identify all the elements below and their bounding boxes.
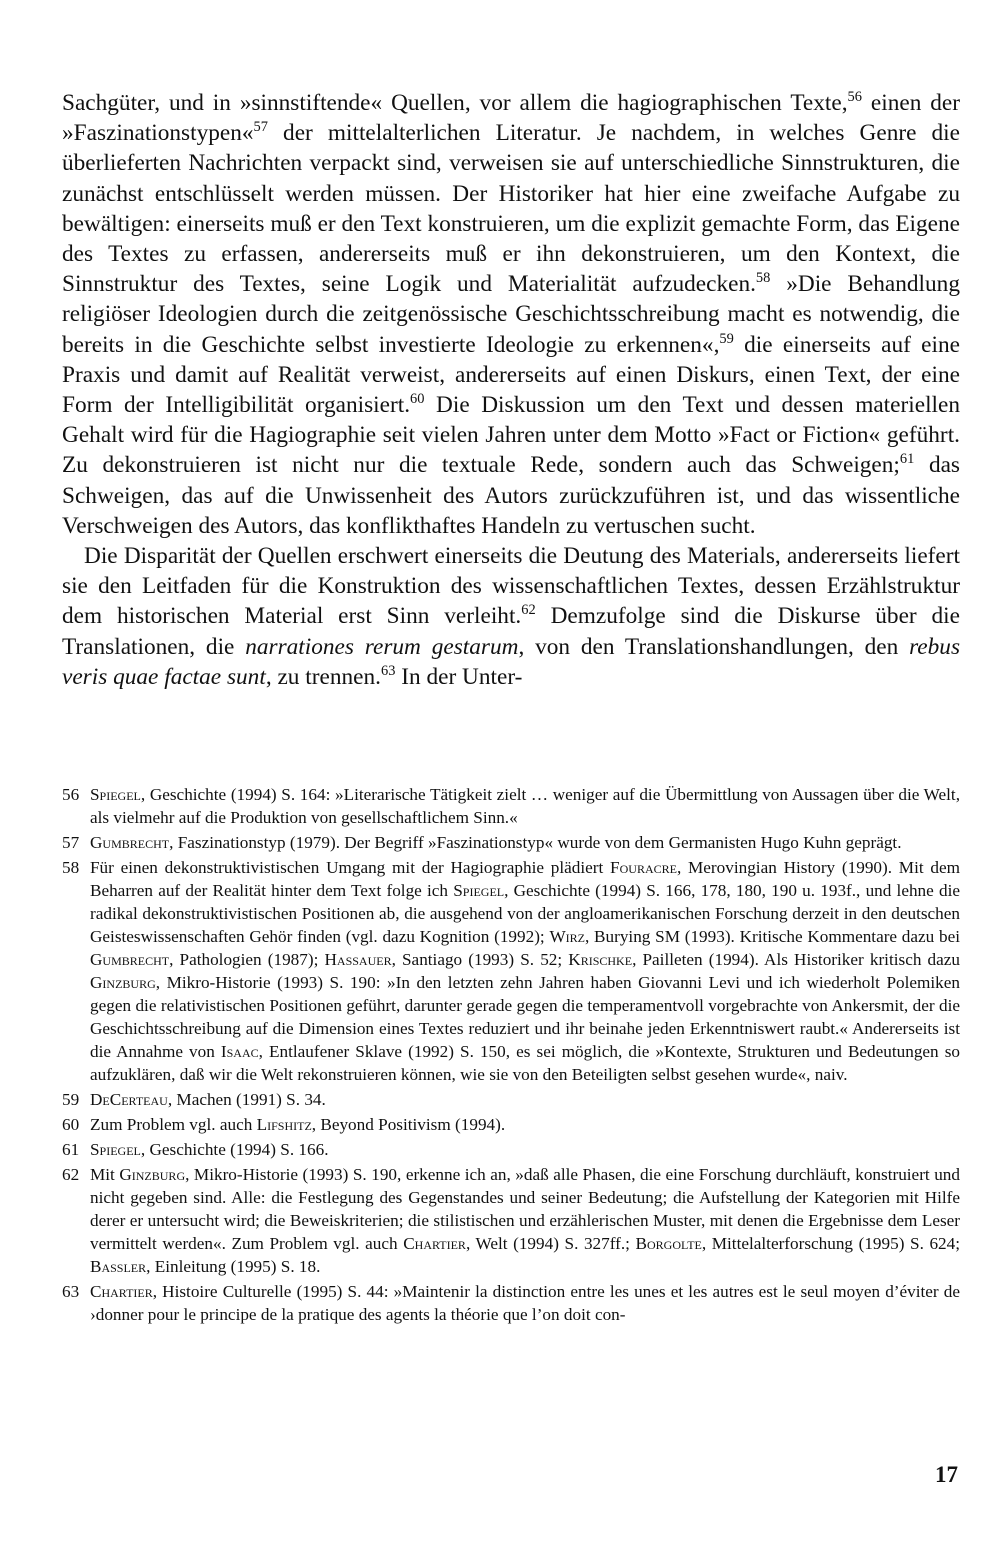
footnote-text: Zum Problem vgl. auch Lifshitz, Beyond Positivism (1994). bbox=[90, 1115, 506, 1134]
footnote-number: 61 bbox=[62, 1140, 80, 1159]
footnote-number: 63 bbox=[62, 1282, 80, 1301]
footnote bbox=[62, 856, 960, 1086]
footnote bbox=[62, 783, 960, 829]
footnote bbox=[62, 831, 960, 854]
author-name: Borgolte bbox=[635, 1234, 702, 1253]
footnote-reference: 63 bbox=[380, 663, 396, 680]
italic-phrase: rebus veris quae factae sunt bbox=[62, 633, 961, 690]
footnote-reference: 60 bbox=[410, 391, 425, 408]
author-name: Hassauer bbox=[324, 950, 392, 969]
footnote-text: Chartier, Histoire Culturelle (1995) S. 44: »Maintenir la distinction entre les unes et les autres est le seul moyen d’éviter de ›donner pour le principe de la pratique des agents la théorie que l’on doit con- bbox=[90, 1282, 960, 1324]
footnote bbox=[62, 1088, 960, 1111]
author-name: Spiegel bbox=[453, 881, 505, 900]
footnote-number: 56 bbox=[62, 785, 80, 804]
author-name: Spiegel bbox=[90, 785, 141, 804]
author-name: Lifshitz bbox=[256, 1115, 312, 1134]
author-name: Gumbrecht bbox=[90, 950, 170, 969]
italic-phrase: narrationes rerum gestarum bbox=[245, 633, 519, 660]
footnote bbox=[62, 1163, 960, 1278]
footnote-text: Für einen dekonstruktivistischen Umgang mit der Hagiographie plädiert Fouracre, Merovingian History (1990). Mit dem Beharren auf der Realität hinter dem Text folge ich Spiegel, Geschichte (1994) S. 166, 178, 180, 190 u. 193f., und lehne die radikal dekonstruktivistischen Positionen ab, die ausgehend von der angloamerikanischen Forschung derzeit in den deutschen Geisteswissenschaften Gehör finden (vgl. dazu Kognition (1992); Wirz, Burying SM (1993). Kritische Kommentare dazu bei Gumbrecht, Pathologien (1987); Hassauer, Santiago (1993) S. 52; Krischke, Pailleten (1994). Als Historiker kritisch dazu Ginzburg, Mikro-Historie (1993) S. 190: »In den letzten zehn Jahren haben Giovanni Levi und ich wiederholt Polemiken gegen die relativistischen Positionen geführt, darunter gerade gegen die temperamentvoll vorgebrachte von Ankersmit, der die Geschichtsschreibung auf die Dimension eines Textes reduziert und ihr beinahe jeden Erkenntniswert raubt.« Andererseits ist die Annahme von Isaac, Entlaufener Sklave (1992) S. 150, es sei möglich, die »Kontexte, Strukturen und Bedeutungen so aufzuklären, daß wir die Welt rekonstruieren können, wie sie von den Beteiligten selbst gesehen wurde«, naiv. bbox=[90, 858, 961, 1084]
footnote-reference: 58 bbox=[755, 270, 771, 287]
footnote-number: 60 bbox=[62, 1115, 80, 1134]
page-number: 17 bbox=[935, 1462, 958, 1487]
footnote-reference: 56 bbox=[847, 89, 862, 106]
author-name: Chartier bbox=[403, 1234, 466, 1253]
author-name: Gumbrecht bbox=[90, 833, 170, 852]
footnote-number: 58 bbox=[62, 858, 80, 877]
main-text bbox=[62, 88, 960, 692]
footnote bbox=[62, 1113, 960, 1136]
footnote-text: Spiegel, Geschichte (1994) S. 164: »Literarische Tätigkeit zielt … weniger auf die Übermittlung von Aussagen über die Welt, als vielmehr auf die Produktion von gesellschaftlichem Sinn.« bbox=[90, 785, 960, 827]
author-name: Fouracre bbox=[610, 858, 677, 877]
footnote-reference: 61 bbox=[899, 451, 915, 468]
author-name: Chartier bbox=[90, 1282, 153, 1301]
paragraph-1: Sachgüter, und in »sinnstiftende« Quellen, vor allem die hagiographischen Texte,$^{56}$ einen der »Faszinationstypen«$^{57}$ der mittelalterlichen Literatur. Je nachdem, in welches Genre die überlieferten Nachrichten verpackt sind, verweisen sie auf unterschiedliche Sinnstrukturen, die zunächst entschlüsselt werden müssen. Der Historiker hat hier eine zweifache Aufgabe zu bewältigen: einerseits muß er den Text konstruieren, um die explizit gemachte Form, das Eigene des Textes zu erfassen, andererseits muß er ihn dekonstruieren, um den Kontext, die Sinnstruktur des Textes, seine Logik und Materialität aufzudecken.$^{58}$ »Die Behandlung religiöser Ideologien durch die zeitgenössische Geschichtsschreibung macht es notwendig, die bereits in die Geschichte selbst investierte Ideologie zu erkennen«,$^{59}$ die einerseits auf eine Praxis und damit auf Realität verweist, andererseits auf einen Diskurs, einen Text, der eine Form der Intelligibilität organisiert.$^{60}$ Die Diskussion um den Text und dessen materiellen Gehalt wird für die Hagiographie seit vielen Jahren unter dem Motto »Fact or Fiction« geführt. Zu dekonstruieren ist nicht nur die textuale Rede, sondern auch das Schweigen;$^{61}$ das Schweigen, das auf die Unwissenheit des Autors zurückzuführen ist, und das wissentliche Verschweigen des Autors, das konflikthaftes Handeln zu vertuschen sucht. bbox=[62, 89, 961, 539]
author-name: Isaac bbox=[220, 1042, 259, 1061]
footnote-reference: 57 bbox=[253, 119, 268, 136]
footnote-number: 59 bbox=[62, 1090, 80, 1109]
footnote-text: Gumbrecht, Faszinationstyp (1979). Der Begriff »Faszinationstyp« wurde von dem Germanisten Hugo Kuhn geprägt. bbox=[90, 833, 902, 852]
footnote-number: 57 bbox=[62, 833, 80, 852]
footnotes bbox=[62, 783, 960, 1328]
author-name: Ginzburg bbox=[90, 973, 156, 992]
author-name: Bassler bbox=[90, 1257, 147, 1276]
footnote-reference: 62 bbox=[521, 602, 536, 619]
author-name: Spiegel bbox=[90, 1140, 141, 1159]
footnote bbox=[62, 1280, 960, 1326]
author-name: Wirz bbox=[549, 927, 586, 946]
footnote-text: Spiegel, Geschichte (1994) S. 166. bbox=[90, 1140, 329, 1159]
footnote-text: Mit Ginzburg, Mikro-Historie (1993) S. 190, erkenne ich an, »daß alle Phasen, die eine Forschung durchläuft, konstruiert und nicht gegeben sind. Alle: die Festlegung des Gegenstandes und seiner Bedeutung; die Aufstellung der Kategorien mit Hilfe derer er untersucht wird; die Beweiskriterien; die stilistischen und erzählerischen Muster, mit denen die Ergebnisse dem Leser vermittelt werden«. Zum Problem vgl. auch Chartier, Welt (1994) S. 327ff.; Borgolte, Mittelalterforschung (1995) S. 624; Bassler, Einleitung (1995) S. 18. bbox=[90, 1165, 960, 1276]
author-name: Krischke bbox=[568, 950, 633, 969]
footnote bbox=[62, 1138, 960, 1161]
paragraph-2: Die Disparität der Quellen erschwert einerseits die Deutung des Materials, andererseits liefert sie den Leitfaden für die Konstruktion des wissenschaftlichen Textes, dessen Erzählstruktur dem historischen Material erst Sinn verleiht.$^{62}$ Demzufolge sind die Diskurse über die Translationen, die narrationes rerum gestarum, von den Translationshandlungen, den rebus veris quae factae sunt, zu trennen.$^{63}$ In der Unter- bbox=[62, 543, 961, 690]
footnote-number: 62 bbox=[62, 1165, 80, 1184]
footnote-text: DeCerteau, Machen (1991) S. 34. bbox=[90, 1090, 326, 1109]
author-name: DeCerteau bbox=[90, 1090, 168, 1109]
author-name: Ginzburg bbox=[119, 1165, 186, 1184]
footnote-reference: 59 bbox=[719, 330, 734, 347]
